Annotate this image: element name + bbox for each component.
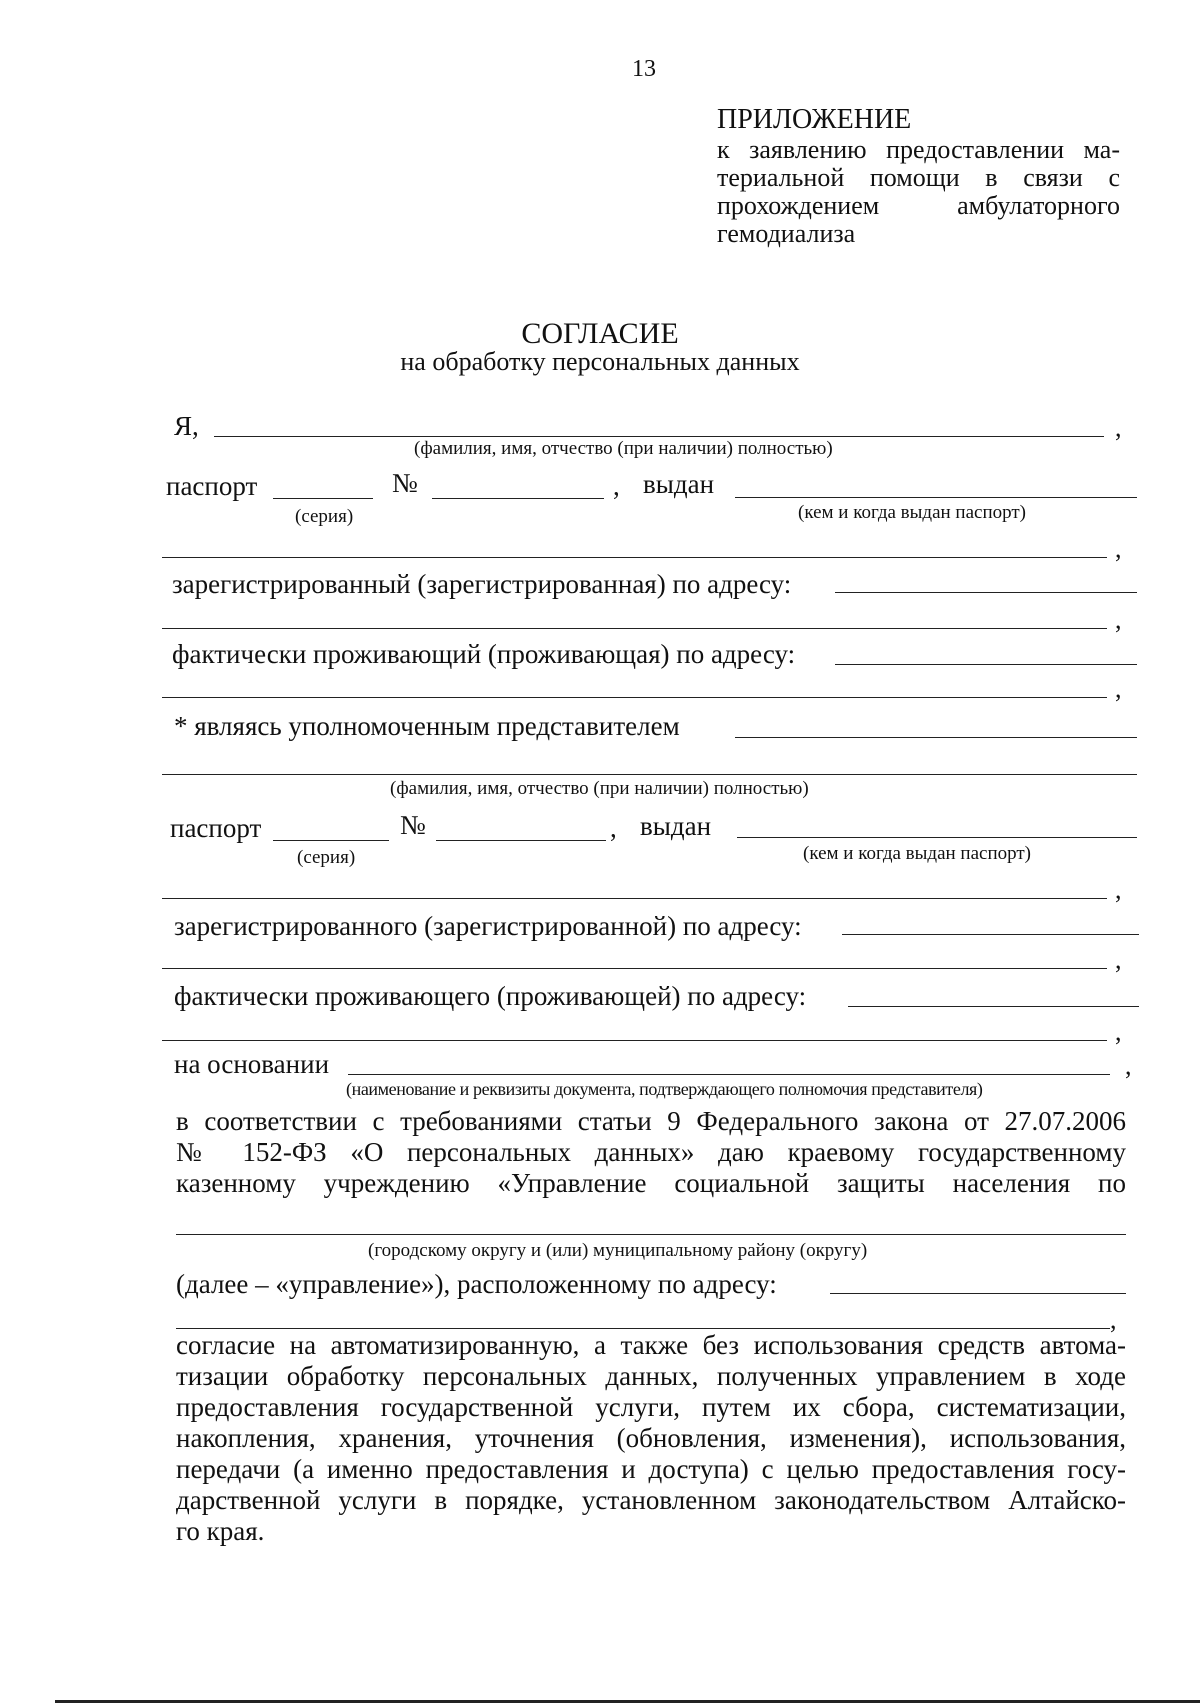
fio-caption: (фамилия, имя, отчество (при наличии) полностью)	[414, 438, 833, 459]
law-paragraph	[176, 1106, 1126, 1199]
comma: ,	[1110, 1305, 1117, 1334]
law-line-1: в соответствии с требованиями статьи 9 Федерального закона от 27.07.2006	[176, 1106, 1126, 1136]
comma: ,	[1115, 413, 1122, 442]
document-title: СОГЛАСИЕ	[521, 317, 679, 350]
consent-paragraph	[176, 1330, 1126, 1547]
appendix-block	[717, 104, 1120, 248]
consent-line-6: дарственной услуги в порядке, установленном законодательством Алтайско-	[176, 1485, 1126, 1515]
comma: ,	[1115, 534, 1122, 563]
comma: ,	[1115, 1017, 1122, 1046]
comma: ,	[1115, 605, 1122, 634]
rep-living-label: фактически проживающего (проживающей) по адресу:	[174, 981, 807, 1011]
district-caption: (городскому округу и (или) муниципальному району (округу)	[368, 1240, 868, 1261]
page-bottom-rule	[55, 1700, 1200, 1703]
number-sign: №	[392, 468, 418, 498]
representative-label: * являясь уполномоченным представителем	[174, 711, 680, 741]
consent-line-1: согласие на автоматизированную, а также без использования средств автома-	[176, 1330, 1126, 1360]
rep-passport-label: паспорт	[170, 813, 262, 843]
appendix-line-3: прохождением амбулаторного	[717, 191, 1120, 220]
consent-line-2: тизации обработку персональных данных, полученных управлением в ходе	[176, 1361, 1126, 1391]
basis-caption: (наименование и реквизиты документа, подтверждающего полномочия представителя)	[346, 1079, 983, 1099]
appendix-line-4: гемодиализа	[717, 219, 856, 248]
passport-label: паспорт	[166, 471, 258, 501]
comma: ,	[1115, 875, 1122, 904]
issued-caption: (кем и когда выдан паспорт)	[798, 502, 1027, 523]
consent-line-3: предоставления государственной услуги, путем их сбора, систематизации,	[176, 1392, 1126, 1422]
rep-fio-caption: (фамилия, имя, отчество (при наличии) полностью)	[390, 778, 809, 799]
appendix-line-1: к заявлению предоставлении ма-	[717, 135, 1120, 164]
law-line-3: казенному учреждению «Управление социальной защиты населения по	[176, 1168, 1126, 1198]
basis-label: на основании	[174, 1049, 330, 1079]
rep-number-sign: №	[400, 810, 426, 840]
rep-issued-label: выдан	[640, 811, 712, 841]
appendix-title: ПРИЛОЖЕНИЕ	[717, 104, 912, 135]
appendix-line-2: териальной помощи в связи с	[717, 163, 1120, 192]
consent-line-4: накопления, хранения, уточнения (обновления, изменения), использования,	[176, 1423, 1126, 1453]
series-caption: (серия)	[295, 506, 354, 527]
i-label: Я,	[174, 411, 199, 441]
comma: ,	[610, 813, 617, 843]
living-label: фактически проживающий (проживающая) по адресу:	[172, 639, 796, 669]
rep-series-caption: (серия)	[297, 847, 356, 868]
registered-label: зарегистрированный (зарегистрированная) по адресу:	[172, 569, 792, 599]
consent-line-5: передачи (а именно предоставления и доступа) с целью предоставления госу-	[176, 1454, 1126, 1484]
further-label: (далее – «управление»), расположенному по адресу:	[176, 1269, 777, 1299]
comma: ,	[1115, 674, 1122, 703]
comma: ,	[1115, 945, 1122, 974]
issued-label: выдан	[643, 469, 715, 499]
page-number: 13	[632, 56, 656, 82]
comma: ,	[1125, 1051, 1132, 1080]
document-subtitle: на обработку персональных данных	[400, 347, 800, 376]
rep-issued-caption: (кем и когда выдан паспорт)	[803, 843, 1032, 864]
consent-line-7: го края.	[176, 1516, 265, 1546]
rep-registered-label: зарегистрированного (зарегистрированной) по адресу:	[174, 911, 802, 941]
comma: ,	[613, 471, 620, 501]
law-line-2: № 152-ФЗ «О персональных данных» даю краевому государственному	[176, 1137, 1126, 1167]
